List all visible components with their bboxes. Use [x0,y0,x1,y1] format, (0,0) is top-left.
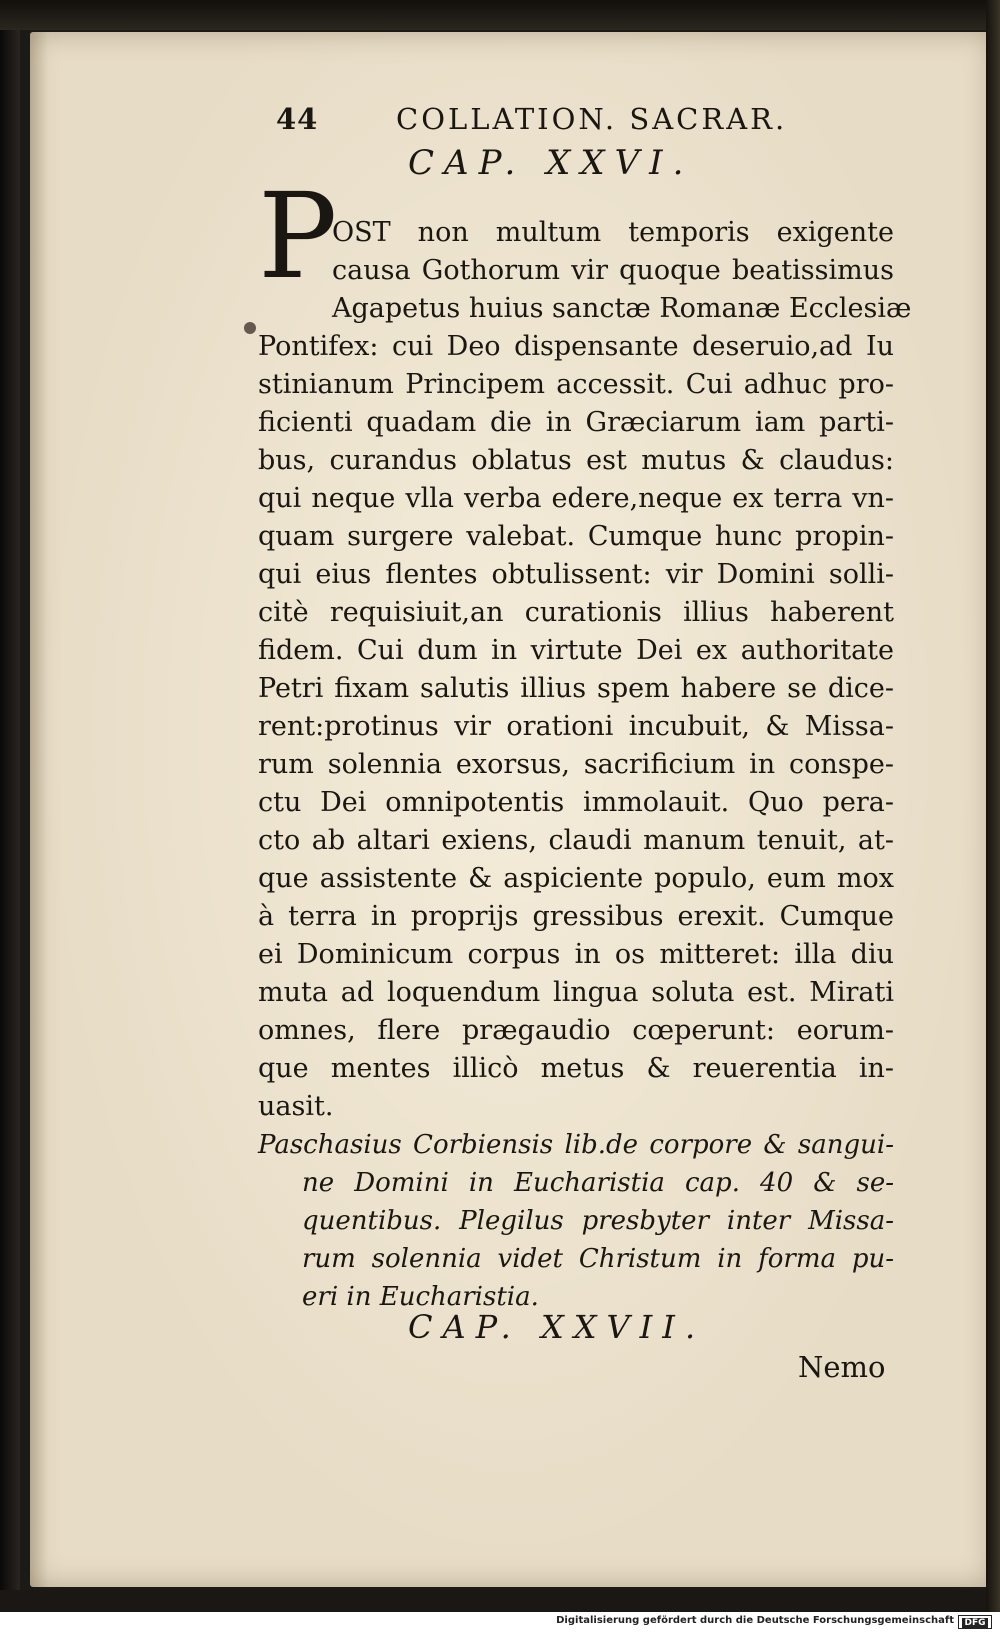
text-line: ctu Dei omnipotentis immolauit. Quo pera- [258,787,894,818]
text-line: Pontifex: cui Deo dispensante deseruio,ad Iu [258,331,894,362]
text-line: qui neque vlla verba edere,neque ex terra vn- [258,483,894,514]
note-line: Paschasius Corbiensis lib.de corpore & sangui- [258,1130,894,1160]
scan-top-edge [0,0,1000,30]
note-line: eri in Eucharistia. [302,1282,539,1312]
running-title: COLLATION. SACRAR. [396,102,788,136]
text-line: rum solennia exorsus, sacrificium in conspe- [258,749,894,780]
text-line: muta ad loquendum lingua soluta est. Mirati [258,977,894,1008]
note-line: quentibus. Plegilus presbyter inter Missa- [302,1206,894,1236]
text-line: Petri fixam salutis illius spem habere se dice- [258,673,894,704]
note-line: ne Domini in Eucharistia cap. 40 & se- [302,1168,894,1198]
text-line: causa Gothorum vir quoque beatissimus [332,255,894,286]
text-line: ei Dominicum corpus in os mitteret: illa diu [258,939,894,970]
dfg-logo-text: DFG [964,1618,986,1628]
text-line: Agapetus huius sanctæ Romanæ Ecclesiæ [332,293,912,324]
book-page [30,32,992,1587]
text-line: uasit. [258,1091,334,1122]
drop-cap-initial: P [258,167,338,305]
scan-bottom-edge [0,1590,1000,1612]
text-line: OST non multum temporis exigente [332,217,894,248]
chapter-heading: CAP. XXVI. [408,143,694,183]
text-line: fidem. Cui dum in virtute Dei ex authoritate [258,635,894,666]
text-line: rent:protinus vir orationi incubuit, & Missa- [258,711,894,742]
text-line: citè requisiuit,an curationis illius haberent [258,597,894,628]
text-line: omnes, flere prægaudio cœperunt: eorum- [258,1015,894,1046]
running-head [30,102,992,142]
text-line: ficienti quadam die in Græciarum iam parti- [258,407,894,438]
ink-blot [244,322,256,334]
text-line: qui eius flentes obtulissent: vir Domini solli- [258,559,894,590]
text-line: que assistente & aspiciente populo, eum mox [258,863,894,894]
text-line: stinianum Principem accessit. Cui adhuc pro- [258,369,894,400]
text-line: quam surgere valebat. Cumque hunc propin- [258,521,894,552]
dfg-logo [958,1615,992,1629]
text-line: bus, curandus oblatus est mutus & claudus: [258,445,894,476]
catchword: Nemo [798,1350,886,1384]
chapter-heading-next: CAP. XXVII. [408,1308,706,1346]
page-number: 44 [276,102,319,136]
text-line: à terra in proprijs gressibus erexit. Cumque [258,901,894,932]
text-line: que mentes illicò metus & reuerentia in- [258,1053,894,1084]
footer-credit: Digitalisierung gefördert durch die Deutsche Forschungsgemeinschaft [556,1615,954,1626]
text-line: cto ab altari exiens, claudi manum tenuit, at- [258,825,894,856]
note-line: rum solennia videt Christum in forma pu- [302,1244,894,1274]
digitization-footer [0,1612,1000,1633]
